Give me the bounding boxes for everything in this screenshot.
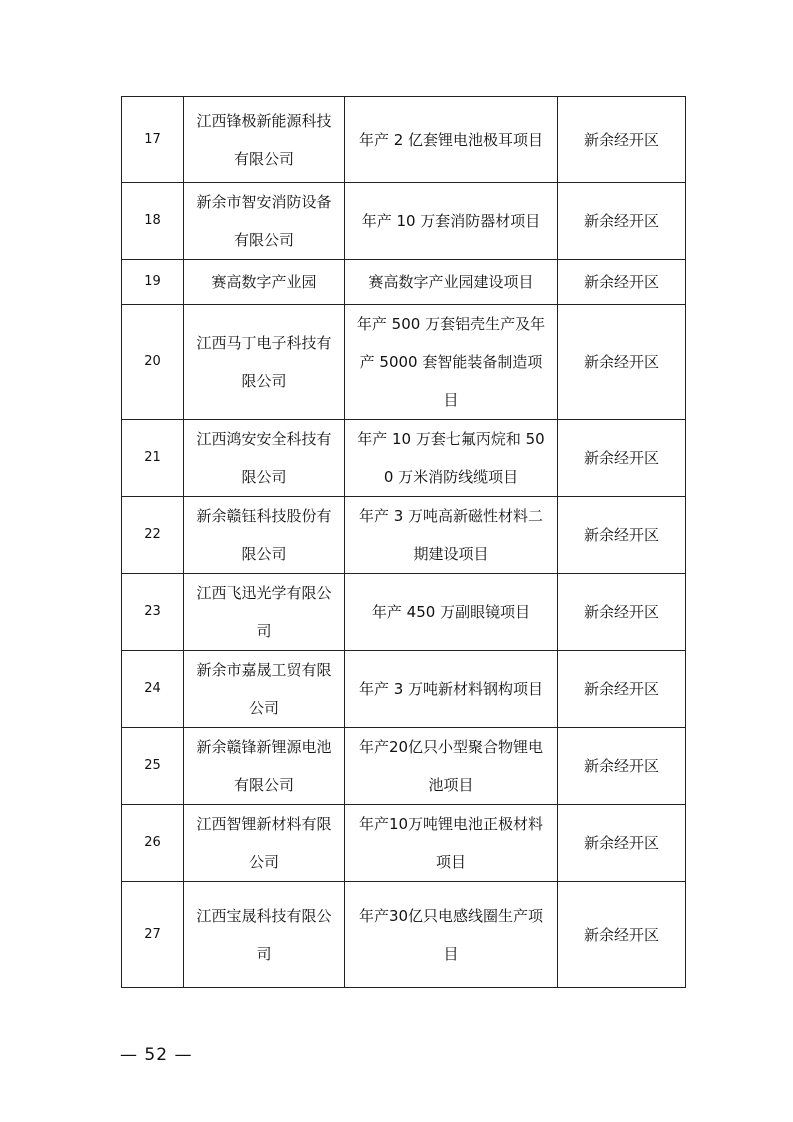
project-name: 年产 10 万套七氟丙烷和 500 万米消防线缆项目 [357, 430, 545, 486]
row-number-cell: 24 [122, 651, 184, 728]
district-cell: 新余经开区 [558, 805, 686, 882]
company-name: 江西锋极新能源科技有限公司 [196, 111, 332, 168]
row-number-cell: 18 [122, 183, 184, 260]
district-cell: 新余经开区 [558, 97, 686, 183]
project-cell [345, 97, 558, 183]
company-name: 江西宝晟科技有限公司 [196, 906, 332, 963]
table-row [122, 574, 686, 651]
project-cell [345, 497, 558, 574]
project-name: 年产10万吨锂电池正极材料项目 [358, 815, 544, 871]
row-number-cell: 21 [122, 420, 184, 497]
project-name: 年产20亿只小型聚合物锂电池项目 [358, 738, 544, 794]
project-cell [345, 305, 558, 420]
row-number-cell: 27 [122, 882, 184, 988]
table-row [122, 497, 686, 574]
company-name: 江西智锂新材料有限公司 [196, 815, 332, 871]
project-cell [345, 728, 558, 805]
company-cell [184, 97, 345, 183]
district-cell: 新余经开区 [558, 260, 686, 305]
table-row [122, 97, 686, 183]
table-row [122, 882, 686, 988]
district-cell: 新余经开区 [558, 574, 686, 651]
project-name: 年产 3 万吨高新磁性材料二期建设项目 [358, 507, 544, 563]
project-name: 年产 3 万吨新材料钢构项目 [358, 680, 544, 698]
company-cell [184, 183, 345, 260]
company-cell [184, 728, 345, 805]
table-row [122, 420, 686, 497]
company-cell [184, 574, 345, 651]
project-cell [345, 183, 558, 260]
row-number-cell: 23 [122, 574, 184, 651]
project-name: 年产30亿只电感线圈生产项目 [358, 906, 544, 963]
district-cell: 新余经开区 [558, 420, 686, 497]
project-cell [345, 882, 558, 988]
table-row [122, 651, 686, 728]
company-cell [184, 420, 345, 497]
district-cell: 新余经开区 [558, 497, 686, 574]
company-name: 新余市智安消防设备有限公司 [196, 193, 332, 249]
company-cell [184, 651, 345, 728]
company-name: 江西马丁电子科技有限公司 [196, 334, 332, 390]
district-cell: 新余经开区 [558, 183, 686, 260]
company-cell [184, 882, 345, 988]
project-name: 赛高数字产业园建设项目 [368, 273, 534, 291]
table-row [122, 260, 686, 305]
district-cell: 新余经开区 [558, 728, 686, 805]
company-cell [184, 305, 345, 420]
row-number-cell: 26 [122, 805, 184, 882]
project-name: 年产 10 万套消防器材项目 [361, 212, 541, 230]
row-number-cell: 22 [122, 497, 184, 574]
table-row [122, 183, 686, 260]
company-cell [184, 805, 345, 882]
company-name: 赛高数字产业园 [211, 273, 317, 291]
company-name: 新余市嘉晟工贸有限公司 [196, 661, 332, 717]
project-name: 年产 500 万套铝壳生产及年产 5000 套智能装备制造项目 [356, 315, 546, 409]
company-name: 新余赣钰科技股份有限公司 [196, 507, 332, 563]
table-row [122, 805, 686, 882]
company-name: 新余赣锋新锂源电池有限公司 [196, 738, 332, 794]
project-table [121, 96, 686, 988]
project-cell [345, 420, 558, 497]
project-cell [345, 651, 558, 728]
table-row [122, 728, 686, 805]
project-cell [345, 805, 558, 882]
district-cell: 新余经开区 [558, 651, 686, 728]
project-cell [345, 574, 558, 651]
district-cell: 新余经开区 [558, 882, 686, 988]
project-cell [345, 260, 558, 305]
table-row [122, 305, 686, 420]
page-number: — 52 — [120, 1045, 193, 1065]
company-cell [184, 260, 345, 305]
row-number-cell: 25 [122, 728, 184, 805]
row-number-cell: 20 [122, 305, 184, 420]
company-name: 江西飞迅光学有限公司 [196, 584, 332, 640]
district-cell: 新余经开区 [558, 305, 686, 420]
project-name: 年产 2 亿套锂电池极耳项目 [358, 130, 544, 149]
row-number-cell: 17 [122, 97, 184, 183]
company-name: 江西鸿安安全科技有限公司 [196, 430, 332, 486]
project-name: 年产 450 万副眼镜项目 [371, 603, 531, 621]
company-cell [184, 497, 345, 574]
row-number-cell: 19 [122, 260, 184, 305]
